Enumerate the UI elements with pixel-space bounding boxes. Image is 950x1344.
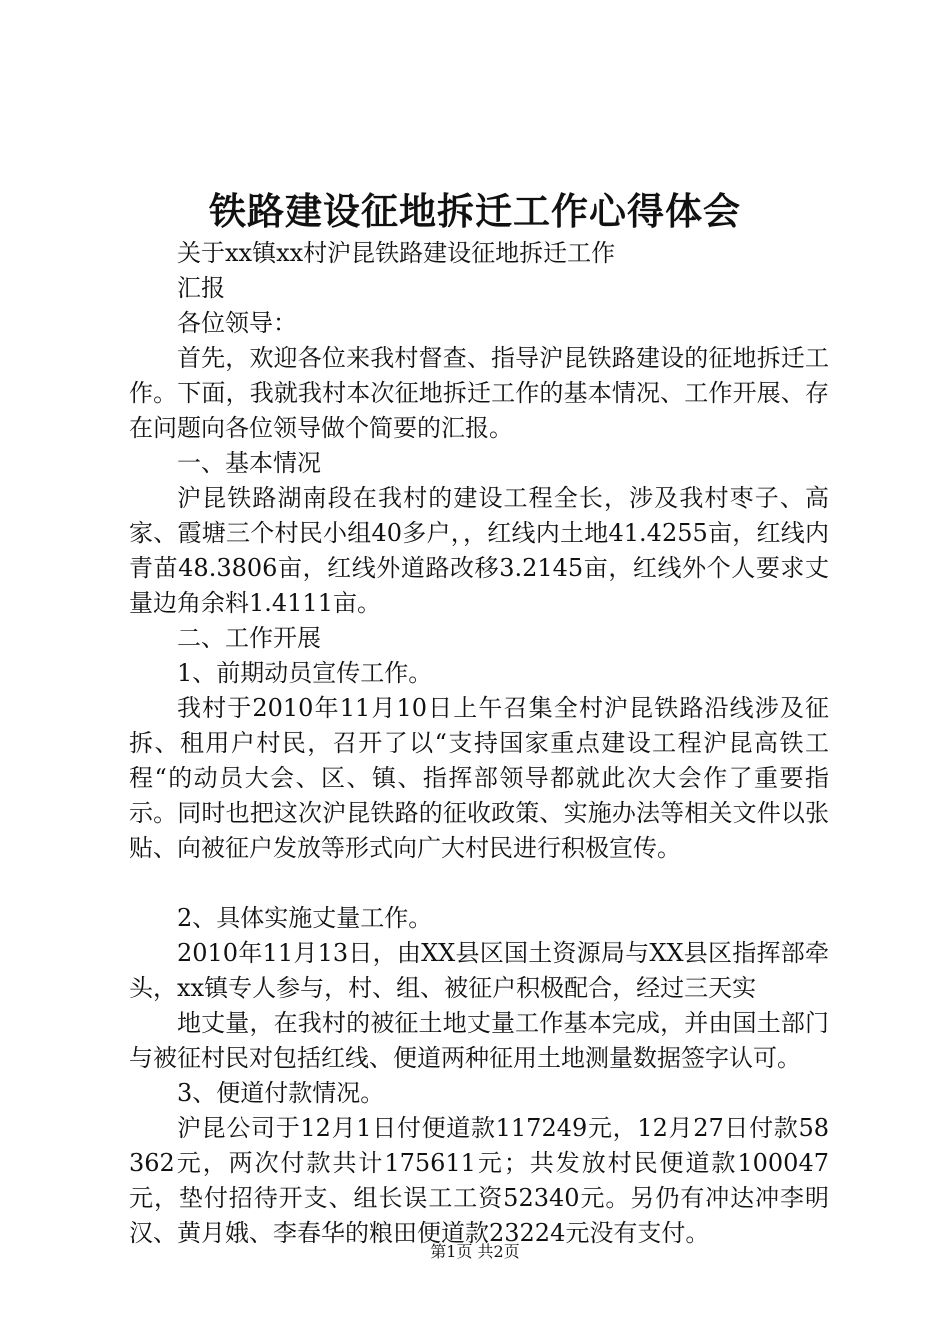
blank-line	[129, 866, 829, 901]
paragraph-payment: 沪昆公司于12月1日付便道款117249元，12月27日付款58362元，两次付款共计175611元；共发放村民便道款100047元，垫付招待开支、组长误工工资52340元。另仍有冲达冲李明汉、黄月娥、李春华的粮田便道款23224元没有支付。	[129, 1114, 829, 1247]
paragraph-salutation: 各位领导：	[177, 309, 297, 337]
page-footer: 第1页 共2页	[430, 1242, 520, 1261]
paragraph-measurement-part2: 地丈量，在我村的被征土地丈量工作基本完成，并由国土部门与被征村民对包括红线、便道两种征用土地测量数据签字认可。	[129, 1009, 829, 1072]
document-title: 铁路建设征地拆迁工作心得体会	[209, 189, 741, 233]
paragraph-measurement-part1: 2010年11月13日，由XX县区国土资源局与XX县区指挥部牵头，xx镇专人参与，村、组、被征户积极配合，经过三天实	[129, 939, 829, 1002]
paragraph-intro: 首先，欢迎各位来我村督查、指导沪昆铁路建设的征地拆迁工作。下面，我就我村本次征地拆迁工作的基本情况、工作开展、存在问题向各位领导做个简要的汇报。	[129, 344, 829, 442]
paragraph-basic-situation: 沪昆铁路湖南段在我村的建设工程全长，涉及我村枣子、高家、霞塘三个村民小组40多户，，红线内土地41.4255亩，红线内青苗48.3806亩，红线外道路改移3.2145亩，红线外个人要求丈量边角余料1.4111亩。	[129, 484, 829, 617]
paragraph-mobilization: 我村于2010年11月10日上午召集全村沪昆铁路沿线涉及征拆、租用户村民，召开了以“支持国家重点建设工程沪昆高铁工程“的动员大会、区、镇、指挥部领导都就此次大会作了重要指示。同时也把这次沪昆铁路的征收政策、实施办法等相关文件以张贴、向被征户发放等形式向广大村民进行积极宣传。	[129, 694, 829, 862]
subheading-mobilization: 1、前期动员宣传工作。	[177, 659, 433, 687]
paragraph-subject-line-1: 关于xx镇xx村沪昆铁路建设征地拆迁工作	[177, 239, 616, 267]
heading-basic-situation: 一、基本情况	[177, 449, 321, 477]
heading-work-progress: 二、工作开展	[177, 624, 321, 652]
paragraph-subject-line-2: 汇报	[177, 274, 225, 302]
subheading-payment: 3、便道付款情况。	[177, 1079, 385, 1107]
subheading-measurement: 2、具体实施丈量工作。	[177, 904, 433, 932]
document-body	[129, 236, 829, 1251]
